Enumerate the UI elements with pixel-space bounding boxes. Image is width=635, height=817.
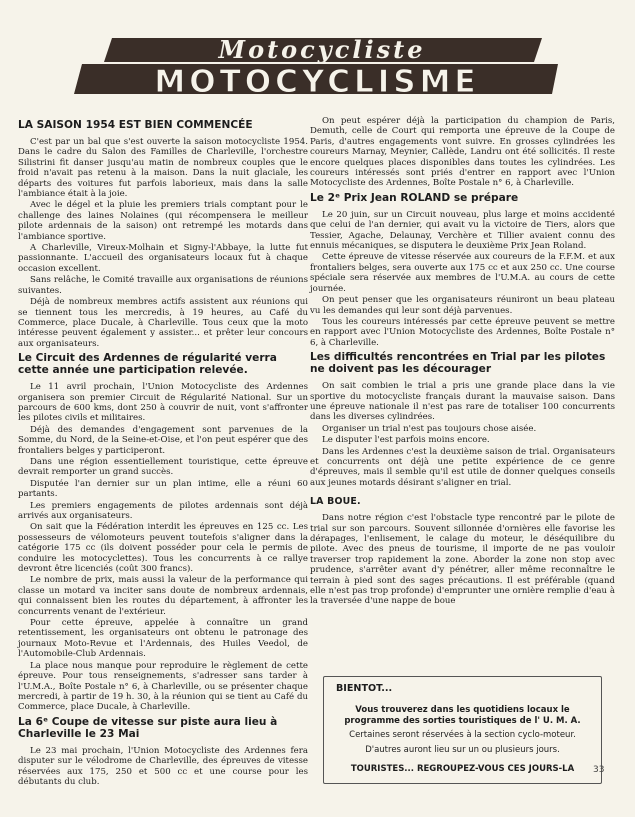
paragraph: Le 11 avril prochain, l'Union Motocycliste des Ardennes organisera son premier Circuit de Régularité National. Sur un parcours de 600 kms, dont 250 à couvrir de nuit, vont s'affronter les pilotes civils et militaires. [18,382,308,424]
paragraph: Dans notre région c'est l'obstacle type rencontré par le pilote de trial sur son parcours. Souvent sillonnée d'ornières elle favorise les dérapages, l'enlisement, le calage du moteur, le déséquilibre du pilote. Avec des pneus de tourisme, il importe de ne pas vouloir traverser trop rapidement la zone. Aborder la zone non stop avec prudence, s'arrêter avant d'y pénétrer, aller même reconnaître le terrain à pied sont des sages précautions. Il est préférable (quand elle n'est pas trop profonde) d'emprunter une ornière remplie d'eau à la traversée d'une nappe de boue [310,513,615,607]
masthead-title: MOTOCYCLISME [154,64,480,100]
paragraph: C'est par un bal que s'est ouverte la saison motocycliste 1954. Dans le cadre du Salon des Familles de Charleville, l'orchestre Silistrini fit danser jusqu'au matin de nombreux couples que le froid n'avait pas retenu à la maison. Dans la nuit glaciale, les départs des voitures fut parfois laborieux, mais dans la salle l'ambiance était à la joie. [18,137,308,200]
announcement-title: BIENTOT... [336,683,393,694]
headline-circuit: Le Circuit des Ardennes de régularité verra cette année une participation relevée. [18,352,277,377]
right-column [310,116,615,608]
paragraph: On peut penser que les organisateurs réuniront un beau plateau vu les demandes qui leur sont déjà parvenues. [310,295,615,316]
paragraph: Pour cette épreuve, appelée à connaître un grand retentissement, les organisateurs ont obtenu le patronage des journaux Moto-Revue et l'Ardennais, des Huiles Veedol, de l'Automobile-Club Ardennais. [18,618,308,660]
paragraph: Organiser un trial n'est pas toujours chose aisée. [322,423,537,434]
paragraph: La place nous manque pour reproduire le règlement de cette épreuve. Pour tous renseignements, s'adresser sans tarder à l'U.M.A., Boîte Postale n° 6, à Charleville, ou se présenter chaque mercredi, à partir de 19 h. 30, à la réunion qui se tient au Café du Commerce, place Ducale, à Charleville. [18,660,308,713]
announcement-box [323,676,605,784]
paragraph: Tous les coureurs intéressés par cette épreuve peuvent se mettre en rapport avec l'Union Motocycliste des Ardennes, Boîte Postale n° 6, à Charleville. [310,316,615,348]
paragraph: Les premiers engagements de pilotes ardennais sont déjà arrivés aux organisateurs. [18,500,308,521]
announcement-line: D'autres auront lieu sur un ou plusieurs jours. [365,745,560,755]
paragraph: Dans les Ardennes c'est la deuxième saison de trial. Organisateurs et concurrents ont déjà une petite expérience de ce genre d'épreuves, mais il semble qu'il est utile de donner quelques conseils aux jeunes motards désirant s'aligner en trial. [310,446,615,488]
paragraph: On peut espérer déjà la participation du champion de Paris, Demuth, celle de Court qui remporta une épreuve de la Coupe de Paris, d'autres engagements vont suivre. En grosses cylindrées les coureurs Marnay, Meynier, Callède, Landru ont été sollicités. Il reste encore quelques places disponibles dans toutes les cylindrées. Les coureurs intéressés sont priés d'entrer en rapport avec l'Union Motocycliste des Ardennes, Boîte Postale n° 6, à Charleville. [310,116,615,189]
paragraph: Disputée l'an dernier sur un plan intime, elle a réuni 60 partants. [18,478,308,500]
paragraph: Dans une région essentiellement touristique, cette épreuve devrait remporter un grand succès. [18,456,308,478]
headline-saison: LA SAISON 1954 EST BIEN COMMENCÉE [18,119,253,131]
paragraph: A Charleville, Vireux-Molhain et Signy-l'Abbaye, la lutte fut passionnante. L'accueil des organisateurs locaux fut à chaque occasion excellent. [18,243,308,274]
paragraph: Déjà des demandes d'engagement sont parvenues de la Somme, du Nord, de la Seine-et-Oise, et l'on peut espérer que des frontaliers belges y participeront. [18,424,308,456]
headline-coupe: La 6ᵉ Coupe de vitesse sur piste aura lieu à Charleville le 23 Mai [18,715,278,740]
paragraph: Le nombre de prix, mais aussi la valeur de la performance qui classe un motard va inciter sans doute de nombreux ardennais, qui connaissent bien les routes du département, à affronter les concurrents venant de l'extérieur. [18,575,308,617]
page-number: 33 [593,765,605,775]
paragraph: Avec le dégel et la pluie les premiers trials comptant pour le challenge des laines Nolaines (qui récompensera le meilleur pilote ardennais de la saison) ont retrempé les motards dans l'ambiance sportive. [18,200,308,242]
paragraph: On sait combien le trial a pris une grande place dans la vie sportive du motocycliste français durant la mauvaise saison. Dans une épreuve nationale il n'est pas rare de totaliser 100 concurrents dans les diverses cylindrées. [310,381,615,423]
paragraph: Le 20 juin, sur un Circuit nouveau, plus large et moins accidenté que celui de l'an dernier, qui avait vu la victoire de Tiers, alors que Tessier, Agache, Delaunay, Verchère et Tillier avaient connu des ennuis mécaniques, se disputera le deuxième Prix Jean Roland. [310,209,615,252]
paragraph: Déjà de nombreux membres actifs assistent aux réunions qui se tiennent tous les mercredis, à 19 heures, au Café du Commerce, place Ducale, à Charleville. Tous ceux que la moto intéresse peuvent également y assister... et prêter leur concours aux organisateurs. [18,297,308,349]
paragraph: Le 23 mai prochain, l'Union Motocycliste des Ardennes fera disputer sur le vélodrome de Charleville, des épreuves de vitesse réservées aux 175, 250 et 500 cc et une course pour les débutants du club. [18,745,308,787]
headline-trial: Les difficultés rencontrées en Trial par les pilotes ne doivent pas les décourager [310,351,606,376]
announcement-line: Vous trouverez dans les quotidiens locaux le programme des sorties touristiques de l' U. M. A. [344,705,581,727]
announcement-line: Certaines seront réservées à la section cyclo-moteur. [349,730,576,740]
masthead-script: Motocycliste [218,36,426,64]
paragraph: On sait que la Fédération interdit les épreuves en 125 cc. Les possesseurs de vélomoteurs peuvent toutefois s'aligner dans la catégorie 175 cc (ils doivent posséder pour cela le permis de conduire les motocyclettes). Tous les concurrents à ce rallye devront être licenciés (coût 300 francs). [18,522,308,575]
headline-prix-roland: Le 2ᵉ Prix Jean ROLAND se prépare [310,191,519,204]
masthead-banner [72,36,562,108]
left-column [18,116,308,788]
announcement-callout: TOURISTES... REGROUPEZ-VOUS CES JOURS-LA [350,764,575,774]
masthead-graphic [72,36,562,108]
paragraph: Cette épreuve de vitesse réservée aux coureurs de la F.F.M. et aux frontaliers belges, sera ouverte aux 175 cc et aux 250 cc. Une course spéciale sera réservée aux membres de l'U.M.A. au cours de cette journée. [310,252,615,294]
paragraph: Le disputer l'est parfois moins encore. [322,435,490,446]
subheadline-boue: LA BOUE. [310,496,361,508]
paragraph: Sans relâche, le Comité travaille aux organisations de réunions suivantes. [18,275,308,296]
